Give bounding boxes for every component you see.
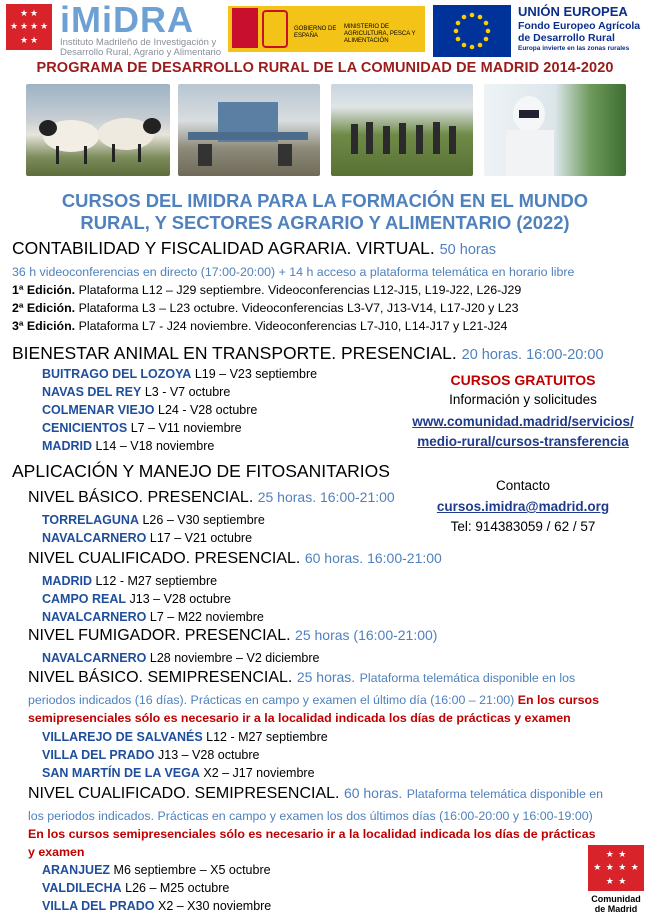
list-item: VILLA DEL PRADO X2 – X30 noviembre xyxy=(42,899,272,913)
list-item: VALDILECHA L26 – M25 octubre xyxy=(42,881,230,895)
contabilidad-edicion-1: 1ª Edición. Plataforma L12 – J29 septiembre. Videoconferencias L12-J15, L19-J22, L26-J29 xyxy=(12,283,522,297)
contacto-label: Contacto xyxy=(495,478,551,493)
list-item: NAVALCARNERO L7 – M22 noviembre xyxy=(42,610,264,624)
gobierno-text: GOBIERNO DE ESPAÑA xyxy=(294,26,337,39)
contabilidad-summary: 36 h videoconferencias en directo (17:00-20:00) + 14 h acceso a plataforma telemática en horario libre xyxy=(12,265,575,279)
fito-semi-basico-hours: 25 horas. xyxy=(296,669,356,685)
bienestar-heading: BIENESTAR ANIMAL EN TRANSPORTE. PRESENCIAL. 20 horas. 16:00-20:00 xyxy=(12,343,604,363)
list-item: VILLAREJO DE SALVANÉS L12 - M27 septiembre xyxy=(42,730,328,744)
comunidad-madrid-footer-logo: ★ ★ ★ ★ ★ ★ ★ ★ xyxy=(588,845,644,891)
contact-email-link[interactable]: cursos.imidra@madrid.org xyxy=(436,499,610,514)
eu-title: UNIÓN EUROPEA xyxy=(518,4,628,19)
info-solicitudes: Información y solicitudes xyxy=(449,392,597,407)
main-title-line1: CURSOS DEL IMIDRA PARA LA FORMACIÓN EN EL MUNDO xyxy=(61,190,589,211)
contact-phone: Tel: 914383059 / 62 / 57 xyxy=(450,519,596,534)
contabilidad-edicion-3: 3ª Edición. Plataforma L7 - J24 noviembre. Videoconferencias L7-J10, L14-J17 y L21-J24 xyxy=(12,319,508,333)
fito-semi-basico-desc1: Plataforma telemática disponible en los xyxy=(359,671,576,685)
main-title xyxy=(0,190,650,234)
bienestar-hours: 20 horas. 16:00-20:00 xyxy=(461,347,604,363)
fito-semi-cualif-hours: 60 horas. xyxy=(343,785,403,801)
photo-sheep xyxy=(26,84,170,176)
list-item: CENICIENTOS L7 – V11 noviembre xyxy=(42,421,242,435)
fito-basico-hours: 25 horas. 16:00-21:00 xyxy=(257,489,395,505)
cursos-gratuitos: CURSOS GRATUITOS xyxy=(450,372,596,388)
fito-semi-cualif-desc1: Plataforma telemática disponible en xyxy=(406,787,604,801)
list-item: MADRID L12 - M27 septiembre xyxy=(42,574,218,588)
coat-of-arms-icon xyxy=(262,10,288,48)
eu-tagline: Europa invierte en las zonas rurales xyxy=(518,45,630,52)
fito-semi-basico-heading: NIVEL BÁSICO. SEMIPRESENCIAL. 25 horas. Plataforma telemática disponible en los xyxy=(28,669,576,686)
fito-basico-heading: NIVEL BÁSICO. PRESENCIAL. 25 horas. 16:00-21:00 xyxy=(28,489,395,506)
photo-machinery xyxy=(178,84,320,176)
list-item: MADRID L14 – V18 noviembre xyxy=(42,439,215,453)
imidra-subtitle: Instituto Madrileño de Investigación y Desarrollo Rural, Agrario y Alimentario xyxy=(60,37,222,58)
fito-cualif-hours: 60 horas. 16:00-21:00 xyxy=(304,550,442,566)
spain-flag-icon xyxy=(232,8,258,48)
list-item: CAMPO REAL J13 – V28 octubre xyxy=(42,592,231,606)
programa-banner: PROGRAMA DE DESARROLLO RURAL DE LA COMUNIDAD DE MADRID 2014-2020 xyxy=(36,60,614,76)
contabilidad-edicion-2: 2ª Edición. Plataforma L3 – L23 octubre. Videoconferencias L3-V7, J13-V14, L17-J20 y L23 xyxy=(12,301,519,315)
photo-group-field xyxy=(331,84,473,176)
info-link-2[interactable]: medio-rural/cursos-transferencia xyxy=(417,434,629,449)
fito-cualif-heading: NIVEL CUALIFICADO. PRESENCIAL. 60 horas. 16:00-21:00 xyxy=(28,550,442,567)
fito-heading: APLICACIÓN Y MANEJO DE FITOSANITARIOS xyxy=(12,461,390,481)
fito-fumigador-heading: NIVEL FUMIGADOR. PRESENCIAL. 25 horas (16:00-21:00) xyxy=(28,627,438,644)
eu-flag-icon xyxy=(433,5,511,57)
imidra-logo-title: iMiDRA xyxy=(60,0,194,40)
contabilidad-heading: CONTABILIDAD Y FISCALIDAD AGRARIA. VIRTUAL. 50 horas xyxy=(12,238,497,258)
fito-semi-basico-desc: periodos indicados (16 días). Prácticas en campo y examen el último día (16:00 – 21:00) En los cursos xyxy=(28,693,599,707)
photo-lab-worker xyxy=(484,84,626,176)
info-link-1[interactable]: www.comunidad.madrid/servicios/ xyxy=(412,414,634,429)
list-item: NAVAS DEL REY L3 - V7 octubre xyxy=(42,385,231,399)
ministerio-text: MINISTERIO DE AGRICULTURA, PESCA Y ALIMENTACIÓN xyxy=(344,24,416,44)
contabilidad-hours: 50 horas xyxy=(439,242,497,258)
eu-fund-name: Fondo Europeo Agrícola de Desarrollo Rural xyxy=(518,20,641,44)
fito-semi-cualif-desc: los periodos indicados. Prácticas en campo y examen los dos últimos días (16:00-20:00 y 16:00-19:00) xyxy=(28,809,593,823)
fito-semi-cualif-note: En los cursos semipresenciales sólo es necesario ir a la localidad indicada los días de prácticas xyxy=(28,827,596,841)
main-title-line2: RURAL, Y SECTORES AGRARIO Y ALIMENTARIO (2022) xyxy=(80,212,570,233)
comunidad-madrid-footer-text: Comunidad de Madrid xyxy=(591,894,641,914)
fito-semi-cualif-heading: NIVEL CUALIFICADO. SEMIPRESENCIAL. 60 horas. Plataforma telemática disponible en xyxy=(28,785,604,802)
fito-fumigador-hours: 25 horas (16:00-21:00) xyxy=(295,627,438,643)
comunidad-madrid-logo: ★ ★ ★ ★ ★ ★ ★ ★ xyxy=(6,4,52,50)
list-item: BUITRAGO DEL LOZOYA L19 – V23 septiembre xyxy=(42,367,318,381)
list-item: ARANJUEZ M6 septiembre – X5 octubre xyxy=(42,863,271,877)
list-item: COLMENAR VIEJO L24 - V28 octubre xyxy=(42,403,258,417)
list-item: SAN MARTÍN DE LA VEGA X2 – J17 noviembre xyxy=(42,766,315,780)
list-item: NAVALCARNERO L28 noviembre – V2 diciembre xyxy=(42,651,320,665)
fito-semi-cualif-note-2: y examen xyxy=(28,845,85,859)
list-item: TORRELAGUNA L26 – V30 septiembre xyxy=(42,513,265,527)
fito-semi-basico-note: semipresenciales sólo es necesario ir a la localidad indicada los días de prácticas y examen xyxy=(28,711,571,725)
list-item: VILLA DEL PRADO J13 – V28 octubre xyxy=(42,748,260,762)
list-item: NAVALCARNERO L17 – V21 octubre xyxy=(42,531,253,545)
